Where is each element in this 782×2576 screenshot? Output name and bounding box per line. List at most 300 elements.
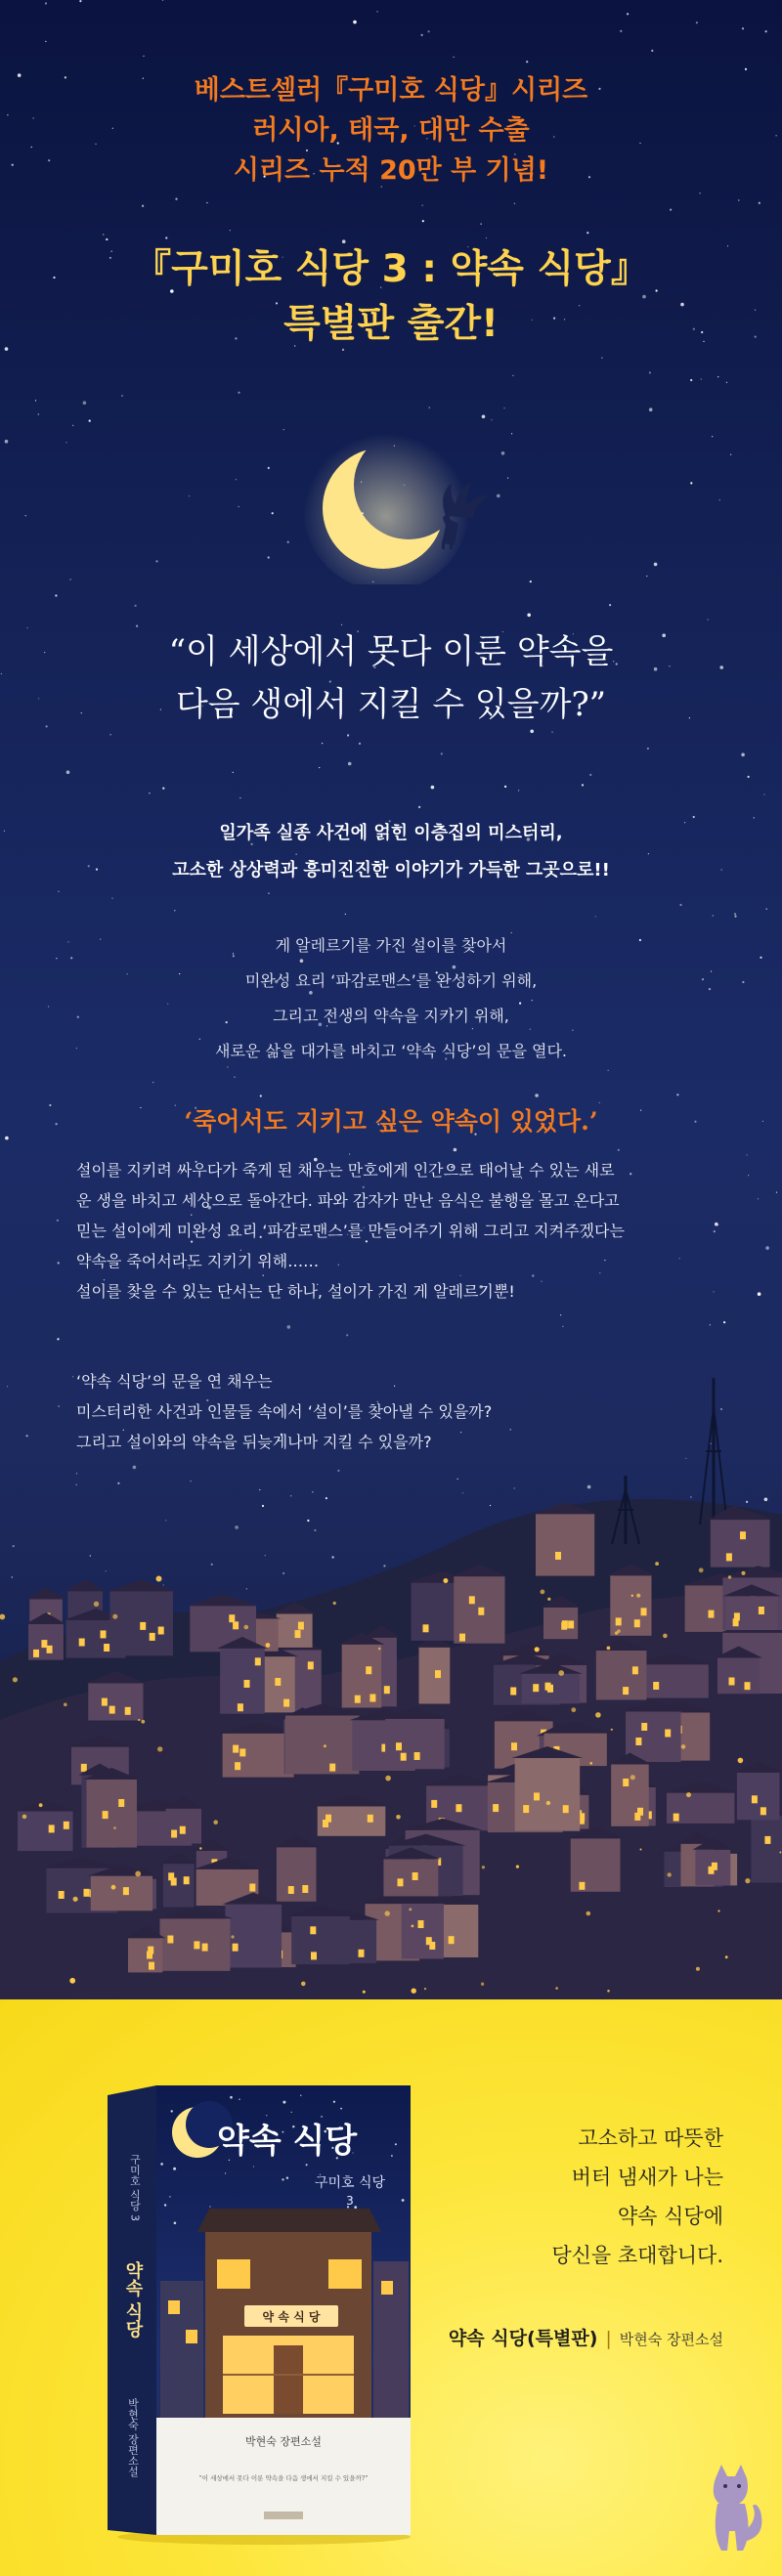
star xyxy=(618,1149,620,1151)
lit-window xyxy=(41,1640,47,1648)
star xyxy=(418,806,420,808)
lit-window xyxy=(545,1683,551,1691)
star xyxy=(162,788,164,790)
street-light xyxy=(385,1776,391,1782)
star xyxy=(589,774,591,776)
street-light xyxy=(611,1729,613,1731)
street-light xyxy=(22,1815,27,1820)
lit-window xyxy=(275,1678,281,1686)
story-line: 그리고 설이와의 약속을 뒤늦게나마 지킬 수 있을까? xyxy=(76,1433,432,1451)
star xyxy=(206,202,207,203)
promo-line-3: 시리즈 누적 20만 부 기념! xyxy=(233,155,549,186)
house xyxy=(402,1904,444,1959)
street-light xyxy=(558,1670,564,1676)
street-light xyxy=(244,1625,249,1630)
subtitle-line-1: 일가족 실종 사건에 얽힌 이층집의 미스터리, xyxy=(219,823,563,843)
star xyxy=(518,790,519,791)
promo-line-2: 러시아, 태국, 대만 수출 xyxy=(252,115,530,146)
street-light xyxy=(412,1989,416,1994)
street-light xyxy=(586,1911,591,1916)
lit-window xyxy=(49,1825,55,1832)
star xyxy=(348,762,352,766)
street-light xyxy=(745,1878,750,1883)
star xyxy=(376,11,377,12)
star xyxy=(239,797,240,798)
star xyxy=(162,0,163,1)
lit-window xyxy=(171,1878,177,1886)
star xyxy=(560,1314,561,1315)
star xyxy=(765,1246,769,1250)
story-paragraph-1 xyxy=(76,1155,712,1307)
lit-window xyxy=(238,1703,243,1711)
promo-copy-line-4: 당신을 초대합니다. xyxy=(551,2244,723,2267)
cover-author: 박현숙 장편소설 xyxy=(245,2435,322,2448)
star xyxy=(165,236,167,238)
street-light xyxy=(555,1987,558,1990)
street-light xyxy=(333,1602,336,1605)
star xyxy=(714,1230,716,1232)
street-light xyxy=(717,1910,719,1911)
star xyxy=(89,420,91,422)
lit-window xyxy=(366,1666,371,1674)
star xyxy=(507,478,508,479)
star xyxy=(110,734,111,735)
star xyxy=(551,732,552,733)
star xyxy=(149,793,150,794)
street-light xyxy=(779,1852,781,1854)
star xyxy=(670,209,672,211)
cover-star xyxy=(391,2155,393,2157)
house xyxy=(87,1780,138,1848)
star xyxy=(143,56,144,57)
lit-window xyxy=(709,1867,715,1874)
lit-window xyxy=(752,1795,758,1803)
star xyxy=(25,515,26,516)
lit-window xyxy=(244,1680,250,1688)
house xyxy=(536,1514,594,1575)
star xyxy=(651,50,653,52)
cat-icon xyxy=(698,2459,766,2566)
lit-window xyxy=(534,1792,540,1800)
story-line: 믿는 설이에게 미완성 요리 ‘파감로맨스’를 만들어주기 위해 그리고 지켜주겠다는 xyxy=(76,1222,625,1240)
moon-icon xyxy=(323,448,444,569)
street-light xyxy=(640,1849,642,1851)
street-light xyxy=(112,1614,117,1619)
intro-line-1: 게 알레르기를 가진 설이를 찾아서 xyxy=(275,936,507,955)
star xyxy=(679,904,681,906)
star xyxy=(230,230,231,231)
house xyxy=(626,1712,681,1763)
street-light xyxy=(636,1594,640,1598)
cover-star xyxy=(291,2112,292,2113)
street-light xyxy=(73,1897,78,1902)
lit-window xyxy=(249,1884,255,1892)
book-caption-title: 약속 식당(특별판) xyxy=(448,2328,598,2349)
publisher-logo xyxy=(264,2512,303,2519)
cover-star xyxy=(321,2116,323,2118)
cover-star xyxy=(230,2096,233,2099)
quote-block xyxy=(0,625,782,731)
intro-line-4: 새로운 삶을 대가를 바치고 ‘약속 식당’의 문을 열다. xyxy=(215,1042,567,1060)
house xyxy=(751,1816,782,1883)
promo-copy-line-1: 고소하고 따뜻한 xyxy=(578,2126,723,2150)
star xyxy=(748,1175,749,1176)
lit-window xyxy=(759,1607,764,1614)
lit-window xyxy=(562,1620,568,1628)
lit-window xyxy=(413,1872,418,1880)
house xyxy=(571,1838,621,1892)
cover-star xyxy=(169,2196,170,2197)
star xyxy=(272,512,274,514)
lit-window xyxy=(435,1670,441,1678)
star xyxy=(353,21,357,24)
star xyxy=(121,395,122,396)
street-light xyxy=(607,1990,610,1993)
house xyxy=(88,1683,143,1720)
street-light xyxy=(94,1602,99,1607)
lit-window xyxy=(33,1650,39,1657)
spine-series: 구미호 식당 3 xyxy=(128,2154,142,2221)
cover-star xyxy=(340,2108,342,2110)
street-light xyxy=(668,1872,672,1876)
house xyxy=(291,1916,350,1964)
star xyxy=(748,776,750,778)
street-light xyxy=(725,1955,728,1958)
star xyxy=(55,594,57,596)
lit-window xyxy=(459,1634,465,1642)
lit-window xyxy=(123,1887,129,1895)
lit-window xyxy=(81,1764,87,1772)
star xyxy=(504,786,506,788)
house xyxy=(163,1864,195,1908)
lit-window xyxy=(729,1678,735,1686)
star xyxy=(586,232,588,234)
lit-window xyxy=(288,1886,294,1894)
lit-window xyxy=(423,1624,429,1632)
lit-window xyxy=(233,1621,239,1629)
street-light xyxy=(571,1707,576,1712)
star xyxy=(70,579,71,580)
lit-window xyxy=(167,1936,173,1944)
star xyxy=(609,604,611,606)
star xyxy=(347,734,349,736)
intro-line-3: 그리고 전생의 약속을 지키기 위해, xyxy=(273,1007,509,1025)
lit-window xyxy=(579,1882,585,1890)
lit-window xyxy=(255,1657,261,1665)
cover-tagline: “이 세상에서 못다 이룬 약속을 다음 생에서 지킬 수 있을까?” xyxy=(198,2474,369,2482)
star xyxy=(66,770,70,774)
star xyxy=(646,576,647,577)
star xyxy=(236,479,237,480)
star xyxy=(696,21,698,23)
star xyxy=(726,382,727,383)
lit-window xyxy=(310,1926,316,1934)
street-light xyxy=(135,1871,141,1877)
star xyxy=(497,494,500,498)
star xyxy=(421,34,423,36)
lit-window xyxy=(478,1608,484,1615)
lit-window xyxy=(634,1619,640,1627)
star xyxy=(346,1334,348,1336)
street-light xyxy=(482,1866,485,1868)
house xyxy=(91,1876,152,1911)
star xyxy=(595,916,596,917)
street-light xyxy=(663,1634,668,1639)
lit-window xyxy=(673,1814,679,1822)
headline-line-2: 특별판 출간! xyxy=(283,302,499,346)
lit-window xyxy=(125,1707,131,1715)
star xyxy=(486,237,487,238)
house xyxy=(419,1648,451,1704)
star xyxy=(79,0,81,2)
star xyxy=(562,1326,563,1327)
star xyxy=(238,392,239,394)
promo-copy-line-2: 버터 냄새가 나는 xyxy=(571,2166,723,2189)
cover-star xyxy=(173,2168,176,2170)
star xyxy=(45,41,46,42)
star xyxy=(422,220,424,222)
lit-window xyxy=(302,1885,308,1893)
lit-window xyxy=(233,1944,239,1952)
lit-window xyxy=(64,1822,69,1829)
house xyxy=(717,1658,760,1695)
quote-line-1: “이 세상에서 못다 이룬 약속을 xyxy=(168,632,614,671)
lit-window xyxy=(311,1952,317,1959)
intro-block xyxy=(0,928,782,1069)
house xyxy=(285,1715,360,1774)
story-heading: ‘죽어서도 지키고 싶은 약속이 있었다.’ xyxy=(184,1107,598,1136)
star xyxy=(717,1224,718,1225)
lit-window xyxy=(418,1920,424,1928)
street-light xyxy=(39,1803,43,1807)
star xyxy=(747,1154,748,1155)
house xyxy=(611,1765,649,1826)
crescent-moon-with-fox-illustration xyxy=(293,418,489,584)
star xyxy=(676,1094,678,1095)
house xyxy=(596,1651,647,1700)
star xyxy=(287,1325,291,1329)
lit-window xyxy=(764,1836,770,1844)
lit-window xyxy=(623,1779,629,1786)
lit-window xyxy=(298,1622,304,1630)
star xyxy=(175,198,177,200)
star xyxy=(654,563,658,567)
street-light xyxy=(546,1801,550,1805)
lit-window xyxy=(47,1646,53,1653)
star xyxy=(491,419,492,420)
story-line: ‘약속 식당’의 문을 연 채우는 xyxy=(76,1372,273,1391)
star xyxy=(142,205,144,207)
lit-window xyxy=(101,1630,107,1638)
subtitle-line-2: 고소한 상상력과 흥미진진한 이야기가 가득한 그곳으로!! xyxy=(172,860,610,880)
star xyxy=(454,57,455,58)
cover-series-no: 3 xyxy=(346,2194,354,2208)
star xyxy=(441,752,443,754)
house xyxy=(515,1758,581,1831)
star xyxy=(283,429,284,430)
lit-window xyxy=(709,1610,715,1618)
cover-star xyxy=(253,2167,254,2168)
promo-copy-line-3: 약속 식당에 xyxy=(617,2205,723,2228)
street-light xyxy=(631,1595,633,1597)
story-paragraph-2 xyxy=(76,1366,712,1457)
star xyxy=(174,910,175,911)
street-light xyxy=(696,1967,700,1971)
lit-window xyxy=(510,1688,516,1696)
book-caption xyxy=(430,2324,723,2350)
cover-star xyxy=(300,2095,301,2096)
house xyxy=(277,1613,313,1648)
lit-window xyxy=(79,1639,85,1647)
star xyxy=(454,1148,457,1152)
lit-window xyxy=(180,1826,186,1834)
star xyxy=(627,13,629,15)
street-light xyxy=(655,1562,659,1566)
hillside-city-at-night-illustration xyxy=(0,1368,782,1999)
street-light xyxy=(199,1847,201,1849)
street-light xyxy=(443,1578,448,1583)
lit-window xyxy=(149,1962,154,1970)
cover-star xyxy=(160,2163,163,2166)
lit-window xyxy=(59,1891,65,1899)
lit-window xyxy=(616,1617,622,1625)
book-caption-author: 박현숙 장편소설 xyxy=(619,2331,723,2348)
lit-window xyxy=(235,1762,240,1770)
star xyxy=(319,767,320,768)
star xyxy=(57,1338,59,1340)
star xyxy=(527,614,531,618)
lit-window xyxy=(171,1830,177,1838)
star xyxy=(742,27,744,29)
lit-window xyxy=(653,1682,659,1690)
lit-window xyxy=(308,1661,314,1669)
street-light xyxy=(617,1629,621,1633)
lit-window xyxy=(523,1805,529,1813)
lit-window xyxy=(665,1730,671,1738)
star xyxy=(287,541,289,543)
street-light xyxy=(738,1758,744,1764)
star xyxy=(535,1094,539,1097)
street-light xyxy=(141,1720,145,1724)
star xyxy=(776,1192,777,1193)
star xyxy=(713,1291,714,1292)
house xyxy=(128,1938,162,1972)
headline-line-1: 『구미호 식당 3 : 약속 식당』 xyxy=(133,247,649,291)
cover-star xyxy=(266,2115,267,2116)
lit-window xyxy=(355,1696,361,1703)
lit-window xyxy=(396,1742,402,1750)
star xyxy=(359,743,361,745)
street-light xyxy=(266,1643,271,1648)
star xyxy=(514,203,515,204)
lit-window xyxy=(429,1942,435,1950)
star xyxy=(601,358,602,359)
star xyxy=(511,433,512,434)
street-light xyxy=(156,1576,162,1582)
headline xyxy=(0,242,782,352)
lit-window xyxy=(148,1947,153,1954)
book-cover-3d xyxy=(108,2085,420,2545)
lit-window xyxy=(469,1596,475,1604)
star xyxy=(189,495,190,496)
street-light xyxy=(589,1762,592,1765)
lit-window xyxy=(326,1815,331,1823)
house xyxy=(383,1859,438,1896)
street-light xyxy=(607,1647,611,1651)
lit-window xyxy=(384,1686,390,1694)
star xyxy=(5,440,9,444)
lit-window xyxy=(104,1644,109,1652)
star xyxy=(57,1220,59,1222)
star xyxy=(766,909,767,910)
star xyxy=(649,371,651,373)
star xyxy=(234,1077,235,1078)
story-line: 운 생을 바치고 세상으로 돌아간다. 파와 감자가 만난 음식은 불행을 몰고 온다고 xyxy=(76,1191,620,1210)
star xyxy=(103,234,104,235)
promo-line-1: 베스트셀러『구미호 식당』시리즈 xyxy=(194,75,588,106)
story-line: 약속을 죽어서라도 지키기 위해…… xyxy=(76,1252,320,1270)
lit-window xyxy=(493,1804,499,1812)
house xyxy=(277,1847,317,1902)
star xyxy=(582,784,584,786)
street-light xyxy=(424,1988,426,1990)
star xyxy=(431,786,435,790)
star xyxy=(719,499,720,500)
cover-star xyxy=(171,2110,173,2112)
lit-window xyxy=(431,1800,437,1808)
star xyxy=(345,914,346,915)
lit-window xyxy=(103,1811,109,1819)
star xyxy=(620,30,622,32)
quote-line-2: 다음 생에서 지킬 수 있을까?” xyxy=(175,685,607,724)
street-light xyxy=(741,1571,745,1575)
star xyxy=(268,893,269,894)
lit-window xyxy=(456,1804,461,1812)
star xyxy=(723,1321,725,1323)
cover-star xyxy=(282,2178,283,2180)
star xyxy=(734,916,736,918)
star xyxy=(713,915,714,916)
story-line: 설이를 찾을 수 있는 단서는 단 하나, 설이가 가진 게 알레르기뿐! xyxy=(76,1282,515,1301)
street-light xyxy=(324,1744,326,1747)
star xyxy=(155,560,157,562)
lit-window xyxy=(194,1941,199,1949)
star xyxy=(526,61,528,63)
lit-window xyxy=(635,1738,641,1745)
star xyxy=(322,743,323,744)
star xyxy=(83,401,87,405)
street-light xyxy=(396,1815,401,1820)
star xyxy=(717,376,718,377)
cover-star xyxy=(306,2164,308,2166)
lit-window xyxy=(118,1799,124,1807)
lit-window xyxy=(295,1630,301,1638)
lit-window xyxy=(401,1753,407,1761)
house xyxy=(737,1773,780,1821)
star xyxy=(608,1070,609,1071)
star xyxy=(35,400,36,401)
star xyxy=(649,408,653,411)
star xyxy=(72,425,73,426)
star xyxy=(481,224,482,225)
lit-window xyxy=(740,1531,746,1539)
star xyxy=(268,556,270,558)
street-light xyxy=(595,1712,601,1718)
street-light xyxy=(301,1982,306,1987)
lit-window xyxy=(641,1608,647,1615)
star xyxy=(260,1095,262,1096)
house xyxy=(166,1809,201,1844)
